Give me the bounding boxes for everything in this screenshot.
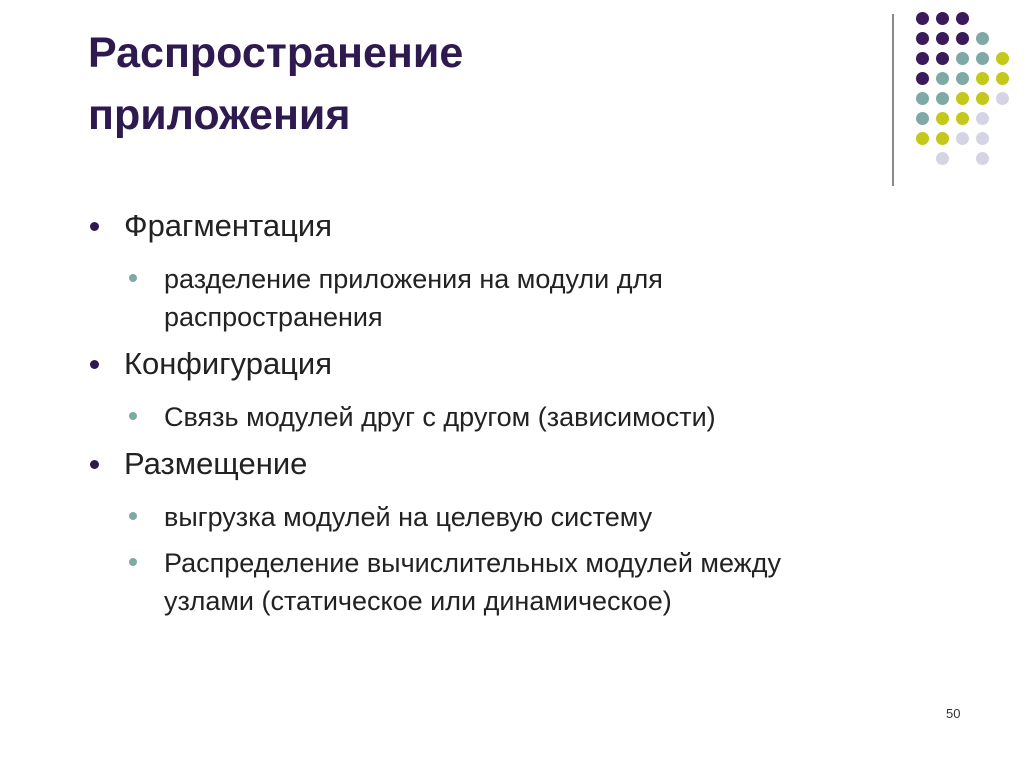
sub-item-text-cont: узлами (статическое или динамическое)	[164, 586, 672, 616]
slide-title-line1: Распространение	[88, 29, 464, 77]
dot	[936, 12, 949, 25]
dot	[916, 132, 929, 145]
dot	[936, 72, 949, 85]
dot	[936, 152, 949, 165]
vertical-divider	[892, 14, 894, 186]
dot	[996, 52, 1009, 65]
sub-bullet-icon	[129, 412, 137, 420]
slide-title	[88, 22, 848, 146]
list-item-level2	[88, 544, 908, 620]
dot	[996, 72, 1009, 85]
dot	[976, 132, 989, 145]
list-item-level2	[88, 498, 908, 536]
dot	[936, 132, 949, 145]
dot	[996, 92, 1009, 105]
dot	[976, 92, 989, 105]
sub-item-text-cont: распространения	[164, 302, 383, 332]
sub-item-text: выгрузка модулей на целевую систему	[164, 502, 653, 532]
dot	[916, 32, 929, 45]
dot	[976, 112, 989, 125]
sub-item-text: разделение приложения на модули для	[164, 264, 663, 294]
page-number: 50	[946, 706, 961, 721]
dot	[936, 112, 949, 125]
sub-bullet-icon	[129, 274, 137, 282]
dot	[976, 72, 989, 85]
list-item-level1	[88, 444, 908, 484]
dot	[976, 152, 989, 165]
bullet-icon	[90, 222, 99, 231]
list-item-level1	[88, 344, 908, 384]
dot	[956, 72, 969, 85]
decorative-dot-grid	[906, 12, 1016, 162]
dot	[916, 72, 929, 85]
dot	[976, 32, 989, 45]
sub-bullet-icon	[129, 558, 137, 566]
dot	[976, 52, 989, 65]
sub-bullet-icon	[129, 512, 137, 520]
dot	[956, 32, 969, 45]
dot	[916, 92, 929, 105]
list-item-level1	[88, 206, 908, 246]
dot	[936, 52, 949, 65]
slide-title-line2: приложения	[88, 91, 351, 139]
dot	[956, 12, 969, 25]
sub-item-text: Связь модулей друг с другом (зависимости)	[164, 402, 716, 432]
dot	[956, 112, 969, 125]
section-heading: Фрагментация	[124, 208, 332, 243]
section-heading: Размещение	[124, 446, 308, 481]
list-item-level2	[88, 260, 908, 336]
sub-item-text: Распределение вычислительных модулей между	[164, 548, 781, 578]
bullet-icon	[90, 460, 99, 469]
bullet-list	[88, 206, 908, 620]
dot	[956, 92, 969, 105]
section-heading: Конфигурация	[124, 346, 333, 381]
dot	[936, 32, 949, 45]
dot	[956, 52, 969, 65]
bullet-icon	[90, 360, 99, 369]
list-item-level2	[88, 398, 908, 436]
dot	[936, 92, 949, 105]
dot	[916, 12, 929, 25]
dot	[916, 52, 929, 65]
dot	[956, 132, 969, 145]
dot	[916, 112, 929, 125]
